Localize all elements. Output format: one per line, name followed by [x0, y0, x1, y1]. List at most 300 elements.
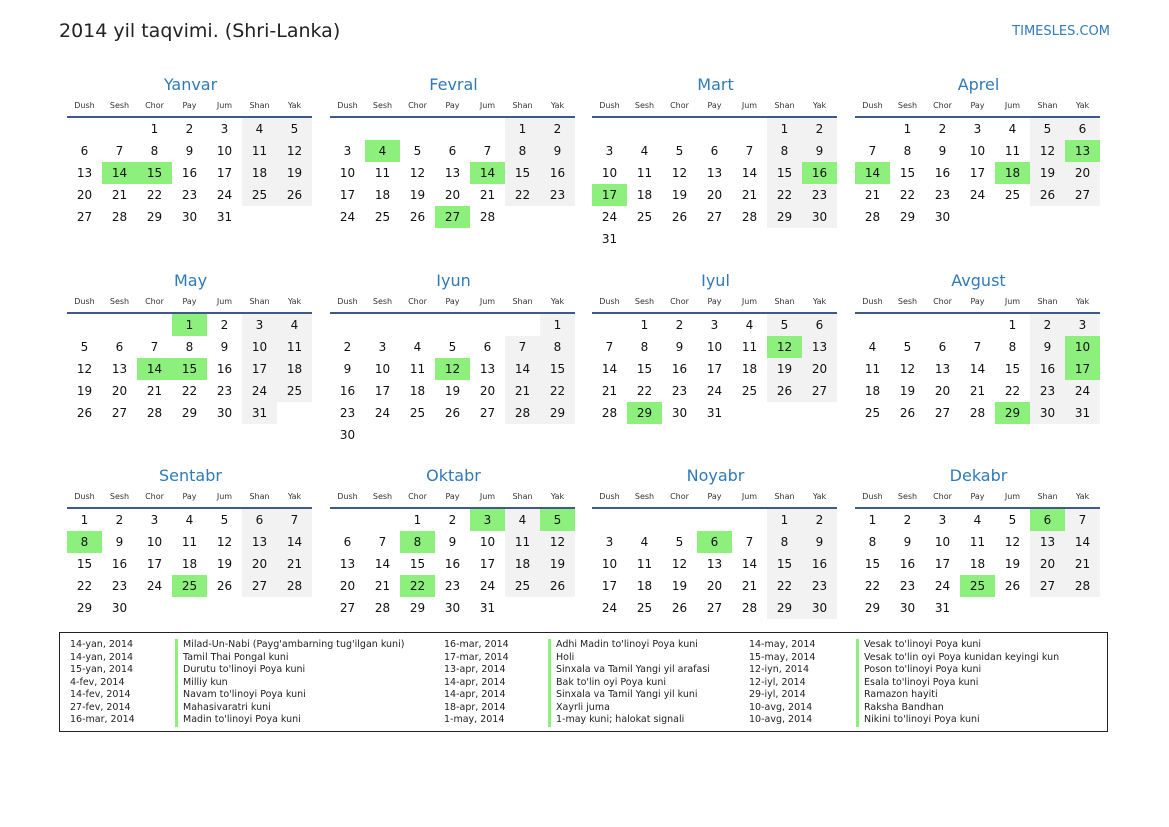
day-cell: 14 — [1065, 531, 1100, 553]
weekday-label: Yak — [287, 297, 302, 306]
legend-holiday-name: Madin to'linoyi Poya kuni — [175, 714, 301, 727]
weekday-header — [330, 489, 575, 505]
holiday-day-cell: 4 — [365, 140, 400, 162]
empty-cell — [435, 314, 470, 336]
day-grid — [67, 314, 312, 424]
empty-cell — [330, 118, 365, 140]
weekday-label: Yak — [812, 101, 827, 110]
day-cell: 30 — [216, 406, 233, 420]
day-cell: 9 — [802, 140, 837, 162]
day-cell: 11 — [741, 340, 758, 354]
day-cell: 11 — [969, 535, 986, 549]
day-cell: 25 — [505, 575, 540, 597]
day-cell: 8 — [868, 535, 877, 549]
weekday-label: Dush — [862, 101, 883, 110]
legend-date: 17-mar, 2014 — [444, 651, 509, 663]
day-cell: 9 — [1030, 336, 1065, 358]
empty-cell — [855, 118, 890, 140]
month-iyul — [592, 270, 837, 424]
day-cell: 13 — [1030, 531, 1065, 553]
empty-cell — [592, 118, 627, 140]
day-cell: 12 — [899, 362, 916, 376]
day-cell: 22 — [767, 575, 802, 597]
day-cell: 10 — [339, 166, 356, 180]
legend-holiday-name: 1-may kuni; halokat signali — [548, 714, 684, 727]
page-title: 2014 yil taqvimi. (Shri-Lanka) — [59, 20, 341, 42]
day-grid — [855, 118, 1100, 228]
day-cell: 20 — [479, 384, 496, 398]
day-cell: 25 — [409, 406, 426, 420]
day-cell: 18 — [864, 384, 881, 398]
day-cell: 8 — [185, 340, 194, 354]
day-cell: 22 — [864, 579, 881, 593]
weekday-label: Shan — [1037, 492, 1058, 501]
day-cell: 23 — [111, 579, 128, 593]
day-cell: 20 — [242, 553, 277, 575]
holiday-day-cell: 25 — [960, 575, 995, 597]
day-cell: 1 — [413, 513, 422, 527]
day-cell: 14 — [741, 166, 758, 180]
day-cell: 23 — [339, 406, 356, 420]
empty-cell — [925, 314, 960, 336]
month-name: May — [173, 271, 208, 290]
day-cell: 26 — [1004, 579, 1021, 593]
day-cell: 26 — [444, 406, 461, 420]
empty-cell — [67, 314, 102, 336]
day-cell: 10 — [969, 144, 986, 158]
weekday-label: Dush — [862, 297, 883, 306]
weekday-label: Sesh — [634, 101, 655, 110]
day-cell: 24 — [339, 210, 356, 224]
day-cell: 27 — [802, 380, 837, 402]
day-cell: 11 — [864, 362, 881, 376]
day-cell: 12 — [671, 166, 688, 180]
day-cell: 28 — [741, 210, 758, 224]
day-cell: 8 — [150, 144, 159, 158]
weekday-label: Sesh — [897, 492, 918, 501]
legend-holiday-name: Bak to'lin oyi Poya kuni — [548, 677, 666, 690]
day-cell: 4 — [868, 340, 877, 354]
day-cell: 30 — [671, 406, 688, 420]
empty-cell — [67, 118, 102, 140]
holiday-day-cell: 14 — [137, 358, 172, 380]
weekday-label: Dush — [862, 492, 883, 501]
day-cell: 10 — [216, 144, 233, 158]
day-cell: 5 — [767, 314, 802, 336]
holiday-day-cell: 15 — [172, 358, 207, 380]
weekday-label: Yak — [550, 101, 565, 110]
weekday-header — [592, 489, 837, 505]
day-cell: 16 — [671, 362, 688, 376]
day-cell: 23 — [181, 188, 198, 202]
day-cell: 19 — [671, 579, 688, 593]
day-cell: 13 — [479, 362, 496, 376]
month-name: Dekabr — [949, 466, 1008, 485]
month-name: Aprel — [957, 75, 1000, 94]
weekday-header — [330, 98, 575, 114]
weekday-label: Jum — [479, 297, 496, 306]
day-grid — [330, 509, 575, 619]
day-cell: 6 — [1065, 118, 1100, 140]
day-cell: 21 — [741, 579, 758, 593]
day-cell: 2 — [802, 118, 837, 140]
day-cell: 30 — [444, 601, 461, 615]
day-cell: 29 — [409, 601, 426, 615]
day-cell: 8 — [767, 140, 802, 162]
day-cell: 5 — [277, 118, 312, 140]
day-cell: 5 — [675, 535, 684, 549]
day-cell: 3 — [710, 318, 719, 332]
day-cell: 29 — [767, 206, 802, 228]
day-cell: 15 — [767, 553, 802, 575]
weekday-label: Pay — [707, 101, 722, 110]
weekday-label: Jum — [741, 101, 758, 110]
month-yanvar — [67, 74, 312, 228]
day-cell: 9 — [343, 362, 352, 376]
day-cell: 1 — [150, 122, 159, 136]
day-cell: 22 — [1004, 384, 1021, 398]
day-cell: 18 — [969, 557, 986, 571]
day-cell: 20 — [802, 358, 837, 380]
day-cell: 19 — [899, 384, 916, 398]
day-grid — [855, 314, 1100, 424]
holiday-day-cell: 18 — [995, 162, 1030, 184]
day-cell: 13 — [802, 336, 837, 358]
day-cell: 27 — [111, 406, 128, 420]
day-cell: 19 — [277, 162, 312, 184]
month-name: Noyabr — [686, 466, 745, 485]
holiday-day-cell: 6 — [1030, 509, 1065, 531]
day-cell: 9 — [448, 535, 457, 549]
weekday-label: Pay — [707, 492, 722, 501]
day-cell: 2 — [220, 318, 229, 332]
day-cell: 4 — [277, 314, 312, 336]
day-cell: 11 — [505, 531, 540, 553]
day-cell: 20 — [934, 384, 951, 398]
legend-date: 14-yan, 2014 — [70, 651, 134, 663]
month-name: Fevral — [429, 75, 478, 94]
holiday-legend — [59, 632, 1108, 732]
weekday-label: Jum — [741, 297, 758, 306]
holiday-day-cell: 14 — [102, 162, 137, 184]
weekday-label: Sesh — [109, 101, 130, 110]
day-cell: 12 — [1030, 140, 1065, 162]
day-cell: 14 — [505, 358, 540, 380]
brand-link[interactable]: TIMESLES.COM — [1012, 24, 1110, 39]
day-cell: 4 — [413, 340, 422, 354]
day-cell: 1 — [1008, 318, 1017, 332]
day-cell: 11 — [409, 362, 426, 376]
day-cell: 11 — [636, 166, 653, 180]
day-cell: 19 — [216, 557, 233, 571]
day-cell: 28 — [601, 406, 618, 420]
legend-holiday-name: Mahasivaratri kuni — [175, 702, 271, 715]
empty-cell — [627, 118, 662, 140]
legend-holiday-name: Poson to'linoyi Poya kuni — [856, 664, 981, 677]
weekday-label: Dush — [599, 297, 620, 306]
day-cell: 22 — [636, 384, 653, 398]
holiday-day-cell: 5 — [540, 509, 575, 531]
empty-cell — [855, 314, 890, 336]
day-grid — [855, 509, 1100, 619]
weekday-label: Sesh — [372, 492, 393, 501]
day-cell: 28 — [1065, 575, 1100, 597]
empty-cell — [102, 314, 137, 336]
legend-holiday-name: Holi — [548, 652, 574, 665]
empty-cell — [697, 509, 732, 531]
day-cell: 3 — [378, 340, 387, 354]
day-cell: 21 — [601, 384, 618, 398]
day-cell: 24 — [216, 188, 233, 202]
day-cell: 28 — [479, 210, 496, 224]
day-grid — [592, 118, 837, 250]
day-cell: 16 — [216, 362, 233, 376]
day-cell: 25 — [374, 210, 391, 224]
day-cell: 12 — [540, 531, 575, 553]
day-cell: 2 — [185, 122, 194, 136]
day-cell: 10 — [242, 336, 277, 358]
day-cell: 26 — [767, 380, 802, 402]
day-cell: 13 — [339, 557, 356, 571]
day-cell: 29 — [864, 601, 881, 615]
weekday-label: Dush — [74, 101, 95, 110]
day-cell: 27 — [242, 575, 277, 597]
day-cell: 31 — [1065, 402, 1100, 424]
day-cell: 30 — [339, 428, 356, 442]
month-oktabr — [330, 465, 575, 619]
legend-date: 14-yan, 2014 — [70, 639, 134, 650]
day-cell: 28 — [277, 575, 312, 597]
day-cell: 24 — [479, 579, 496, 593]
weekday-label: Dush — [599, 492, 620, 501]
holiday-day-cell: 14 — [855, 162, 890, 184]
day-cell: 5 — [220, 513, 229, 527]
day-cell: 18 — [374, 188, 391, 202]
day-cell: 30 — [1030, 402, 1065, 424]
day-cell: 25 — [864, 406, 881, 420]
day-cell: 2 — [675, 318, 684, 332]
day-cell: 14 — [969, 362, 986, 376]
weekday-header — [855, 489, 1100, 505]
empty-cell — [365, 509, 400, 531]
legend-holiday-name: Navam to'linoyi Poya kuni — [175, 689, 306, 702]
holiday-day-cell: 15 — [137, 162, 172, 184]
day-cell: 16 — [181, 166, 198, 180]
day-cell: 2 — [802, 509, 837, 531]
legend-date: 14-apr, 2014 — [444, 689, 506, 700]
holiday-day-cell: 14 — [470, 162, 505, 184]
day-cell: 23 — [216, 384, 233, 398]
weekday-label: Sesh — [897, 101, 918, 110]
day-cell: 15 — [636, 362, 653, 376]
day-cell: 20 — [706, 579, 723, 593]
weekday-label: Pay — [970, 101, 985, 110]
weekday-label: Chor — [145, 492, 164, 501]
day-cell: 17 — [969, 166, 986, 180]
day-cell: 18 — [636, 579, 653, 593]
legend-date: 16-mar, 2014 — [444, 639, 509, 650]
weekday-label: Yak — [550, 297, 565, 306]
day-cell: 16 — [444, 557, 461, 571]
empty-cell — [330, 509, 365, 531]
day-cell: 23 — [444, 579, 461, 593]
day-cell: 12 — [671, 557, 688, 571]
weekday-label: Chor — [670, 297, 689, 306]
weekday-label: Chor — [408, 101, 427, 110]
day-cell: 31 — [601, 232, 618, 246]
day-cell: 31 — [479, 601, 496, 615]
day-grid — [330, 314, 575, 446]
day-cell: 17 — [242, 358, 277, 380]
weekday-label: Sesh — [109, 492, 130, 501]
legend-holiday-name: Nikini to'linoyi Poya kuni — [856, 714, 980, 727]
day-cell: 20 — [111, 384, 128, 398]
holiday-day-cell: 29 — [627, 402, 662, 424]
day-cell: 28 — [111, 210, 128, 224]
day-cell: 21 — [1065, 553, 1100, 575]
day-cell: 27 — [1065, 184, 1100, 206]
legend-holiday-name: Tamil Thai Pongal kuni — [175, 652, 289, 665]
day-cell: 7 — [150, 340, 159, 354]
weekday-label: Jum — [216, 297, 233, 306]
weekday-label: Pay — [182, 101, 197, 110]
day-cell: 6 — [115, 340, 124, 354]
day-cell: 25 — [636, 210, 653, 224]
day-cell: 19 — [409, 188, 426, 202]
day-cell: 3 — [150, 513, 159, 527]
day-cell: 8 — [640, 340, 649, 354]
holiday-day-cell: 29 — [995, 402, 1030, 424]
day-cell: 10 — [934, 535, 951, 549]
day-cell: 1 — [767, 118, 802, 140]
weekday-label: Shan — [512, 297, 533, 306]
weekday-label: Sesh — [634, 492, 655, 501]
day-cell: 25 — [242, 184, 277, 206]
day-cell: 7 — [605, 340, 614, 354]
day-cell: 7 — [745, 535, 754, 549]
day-cell: 22 — [767, 184, 802, 206]
holiday-day-cell: 12 — [767, 336, 802, 358]
day-cell: 15 — [409, 557, 426, 571]
day-cell: 26 — [671, 601, 688, 615]
month-sentabr — [67, 465, 312, 619]
day-cell: 29 — [767, 597, 802, 619]
weekday-label: Yak — [550, 492, 565, 501]
day-cell: 5 — [413, 144, 422, 158]
day-cell: 14 — [741, 557, 758, 571]
day-cell: 1 — [903, 122, 912, 136]
weekday-label: Pay — [182, 297, 197, 306]
weekday-label: Yak — [287, 492, 302, 501]
day-cell: 8 — [540, 336, 575, 358]
day-cell: 22 — [540, 380, 575, 402]
month-name: Yanvar — [163, 75, 218, 94]
day-cell: 1 — [868, 513, 877, 527]
day-cell: 31 — [242, 402, 277, 424]
day-cell: 6 — [448, 144, 457, 158]
weekday-label: Shan — [774, 492, 795, 501]
weekday-label: Jum — [1004, 492, 1021, 501]
day-cell: 15 — [864, 557, 881, 571]
legend-date: 15-may, 2014 — [749, 651, 816, 663]
day-cell: 22 — [76, 579, 93, 593]
day-cell: 23 — [802, 575, 837, 597]
legend-date: 10-avg, 2014 — [749, 714, 813, 725]
day-cell: 27 — [706, 601, 723, 615]
day-cell: 3 — [1065, 314, 1100, 336]
day-cell: 18 — [741, 362, 758, 376]
day-cell: 26 — [216, 579, 233, 593]
day-cell: 26 — [1030, 184, 1065, 206]
month-mart — [592, 74, 837, 250]
day-grid — [592, 314, 837, 424]
day-cell: 7 — [1065, 509, 1100, 531]
day-cell: 27 — [339, 601, 356, 615]
day-cell: 29 — [181, 406, 198, 420]
day-cell: 13 — [934, 362, 951, 376]
day-cell: 7 — [277, 509, 312, 531]
holiday-day-cell: 3 — [470, 509, 505, 531]
day-cell: 2 — [540, 118, 575, 140]
empty-cell — [890, 314, 925, 336]
day-cell: 23 — [671, 384, 688, 398]
day-cell: 21 — [969, 384, 986, 398]
day-cell: 11 — [1004, 144, 1021, 158]
day-cell: 24 — [934, 579, 951, 593]
weekday-label: Jum — [479, 101, 496, 110]
legend-date: 1-may, 2014 — [444, 714, 505, 725]
day-cell: 13 — [242, 531, 277, 553]
empty-cell — [137, 314, 172, 336]
day-cell: 12 — [409, 166, 426, 180]
holiday-day-cell: 16 — [802, 162, 837, 184]
weekday-label: Yak — [287, 101, 302, 110]
day-cell: 11 — [181, 535, 198, 549]
empty-cell — [627, 509, 662, 531]
day-cell: 7 — [868, 144, 877, 158]
weekday-header — [67, 294, 312, 310]
holiday-day-cell: 25 — [172, 575, 207, 597]
day-cell: 6 — [938, 340, 947, 354]
weekday-header — [67, 98, 312, 114]
day-cell: 9 — [903, 535, 912, 549]
day-cell: 21 — [864, 188, 881, 202]
weekday-label: Shan — [249, 101, 270, 110]
day-cell: 21 — [146, 384, 163, 398]
day-cell: 30 — [934, 210, 951, 224]
day-cell: 26 — [277, 184, 312, 206]
month-may — [67, 270, 312, 424]
day-cell: 15 — [505, 162, 540, 184]
day-cell: 26 — [899, 406, 916, 420]
day-cell: 2 — [938, 122, 947, 136]
day-cell: 16 — [899, 557, 916, 571]
day-cell: 24 — [601, 601, 618, 615]
day-cell: 15 — [540, 358, 575, 380]
day-cell: 30 — [802, 206, 837, 228]
day-cell: 25 — [636, 601, 653, 615]
day-cell: 15 — [1004, 362, 1021, 376]
weekday-label: Pay — [445, 297, 460, 306]
weekday-label: Chor — [670, 492, 689, 501]
day-cell: 4 — [1008, 122, 1017, 136]
holiday-day-cell: 22 — [400, 575, 435, 597]
weekday-label: Jum — [216, 101, 233, 110]
legend-holiday-name: Adhi Madin to'linoyi Poya kuni — [548, 639, 698, 652]
weekday-label: Dush — [337, 492, 358, 501]
empty-cell — [470, 314, 505, 336]
holiday-day-cell: 12 — [435, 358, 470, 380]
